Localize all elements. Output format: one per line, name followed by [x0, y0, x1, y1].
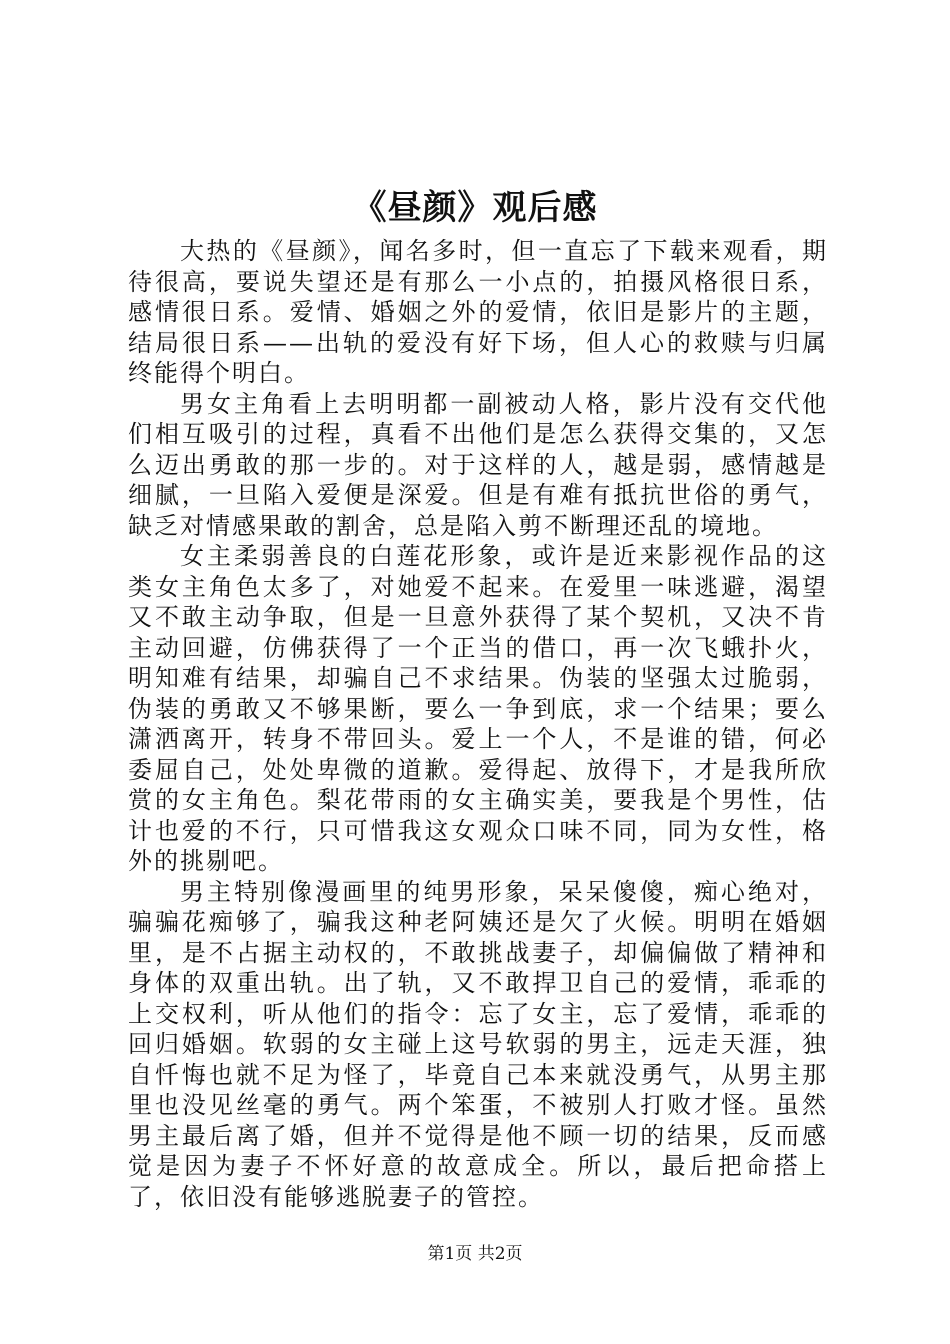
page-number-footer: 第1页 共2页	[427, 1244, 523, 1264]
document-title: 《昼颜》观后感	[352, 188, 598, 228]
document-body	[128, 236, 828, 1212]
paragraph-3: 女主柔弱善良的白莲花形象，或许是近来影视作品的这类女主角色太多了，对她爱不起来。在爱里一味逃避，渴望又不敢主动争取，但是一旦意外获得了某个契机，又决不肯主动回避，仿佛获得了一个正当的借口，再一次飞蛾扑火，明知难有结果，却骗自己不求结果。伪装的坚强太过脆弱，伪装的勇敢又不够果断，要么一争到底，求一个结果；要么潇洒离开，转身不带回头。爱上一个人，不是谁的错，何必委屈自己，处处卑微的道歉。爱得起、放得下，才是我所欣赏的女主角色。梨花带雨的女主确实美，要我是个男性，估计也爱的不行，只可惜我这女观众口味不同，同为女性，格外的挑剔吧。	[128, 542, 828, 875]
paragraph-1: 大热的《昼颜》，闻名多时，但一直忘了下载来观看，期待很高，要说失望还是有那么一小点的，拍摄风格很日系，感情很日系。爱情、婚姻之外的爱情，依旧是影片的主题，结局很日系——出轨的爱没有好下场，但人心的救赎与归属终能得个明白。	[128, 237, 828, 387]
paragraph-2: 男女主角看上去明明都一副被动人格，影片没有交代他们相互吸引的过程，真看不出他们是怎么获得交集的，又怎么迈出勇敢的那一步的。对于这样的人，越是弱，感情越是细腻，一旦陷入爱便是深爱。但是有难有抵抗世俗的勇气，缺乏对情感果敢的割舍，总是陷入剪不断理还乱的境地。	[128, 389, 828, 540]
paragraph-4: 男主特别像漫画里的纯男形象，呆呆傻傻，痴心绝对，骗骗花痴够了，骗我这种老阿姨还是欠了火候。明明在婚姻里，是不占据主动权的，不敢挑战妻子，却偏偏做了精神和身体的双重出轨。出了轨，又不敢捍卫自己的爱情，乖乖的上交权利，听从他们的指令：忘了女主，忘了爱情，乖乖的回归婚姻。软弱的女主碰上这号软弱的男主，远走天涯，独自忏悔也就不足为怪了，毕竟自己本来就没勇气，从男主那里也没见丝毫的勇气。两个笨蛋，不被别人打败才怪。虽然男主最后离了婚，但并不觉得是他不顾一切的结果，反而感觉是因为妻子不怀好意的故意成全。所以，最后把命搭上了，依旧没有能够逃脱妻子的管控。	[128, 877, 828, 1211]
